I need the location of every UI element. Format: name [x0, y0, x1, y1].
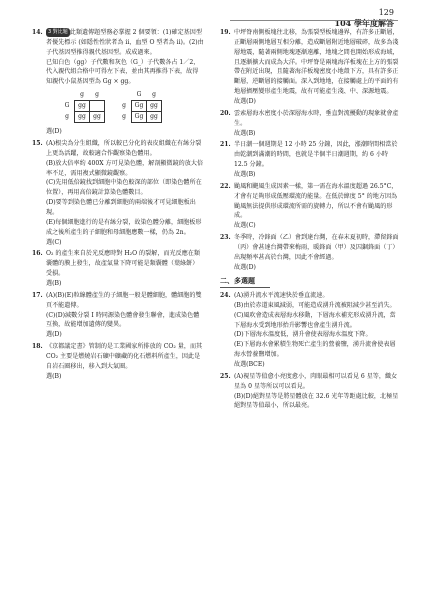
answer-choice: 選(D) — [46, 331, 62, 339]
grid-row-label: g — [122, 113, 126, 121]
answer-text: (D)下層海水溫度低，湧升會使表層海水溫度下降。 — [234, 331, 372, 339]
question — [220, 291, 400, 370]
question-number: 24. — [220, 291, 231, 299]
answer-choice: 選(B) — [46, 280, 62, 288]
answer-text: (B)由於赤道東風減弱，可能造成湧升流被阻減少甚至消失。 — [234, 301, 396, 309]
grid-row-label: g — [122, 102, 126, 110]
section-heading: 二、多選題 — [220, 276, 270, 288]
answer-text: (B)(D)絕對星等是將星體放在 32.6 光年等距處比較，北極星絕對星等值最小，所以最亮。 — [234, 392, 399, 410]
question-number: 21. — [220, 141, 231, 149]
question — [220, 109, 400, 139]
answer-choice: 選(C) — [46, 238, 62, 246]
answer-choice: 故選(D) — [234, 98, 256, 106]
answer-choice: 選(D) — [46, 128, 62, 136]
grid-cell: gg — [90, 112, 105, 123]
answer-text: (A)(B)(E)粒線體產生的子細胞一般是體細胞，體細胞的雙頁不能遺傳。 — [46, 291, 202, 309]
question-number: 25. — [220, 372, 231, 380]
page-title: 104 學年度解答 — [334, 18, 394, 28]
answer-text: 半日潮一個週期是 12 小時 25 分鐘，因此，漲潮時間相當於由乾潮到滿潮的時間，也就是半個半日潮週期，約 6 小時 12.5 分鐘。 — [234, 141, 398, 169]
grid-cell: gg — [147, 112, 162, 123]
answer-text: (B)放大倍率約 400X 方可見染色體，解剖顯微鏡的放大倍率不足，需用複式顯微鏡觀察。 — [46, 159, 204, 177]
question-number: 16. — [32, 250, 43, 258]
answer-text: (E)下層海水會累積生物死亡產生的營養鹽，湧升流會使表層海水營養鹽增加。 — [234, 341, 396, 359]
answer-choice: 故選(BCE) — [234, 360, 265, 368]
answer-choice: 故選(B) — [234, 171, 256, 179]
question — [220, 182, 400, 231]
answer-text: 《京都議定書》管制的是工業國家所排放的 CO₂ 量，而其 CO₂ 主要是燃燒岩石礦中礦藏的化石燃料所產生，因此是自岩石圈移出，移入到大氣圈。 — [46, 343, 203, 370]
question-number: 23. — [220, 234, 231, 242]
punnett-square — [117, 90, 162, 123]
answer-text: 冬季時，冷鋒面（乙）會到達台灣，在春末夏初時，滯留鋒面（丙）會甚達台灣帶來梅雨，暖鋒面（甲）及囚錮鋒面（丁）出現頻率甚高於台灣，因此不會經過。 — [234, 234, 399, 261]
question — [32, 342, 204, 381]
answer-text: (E)每個細胞進行的是有絲分裂，故染色體分離，細胞板形成之後所產生的子細胞和母細胞應數一樣，仍為 2n。 — [46, 218, 202, 236]
question-badge: 3 對比題 — [48, 29, 68, 36]
answer-choice: 故選(D) — [234, 263, 256, 271]
question — [32, 28, 204, 137]
grid-header-cell — [117, 90, 132, 101]
answer-text: (C)(D)減數分裂 I 時同源染色體會發生聯會，進成染色體互換，故能增加遺傳的變異。 — [46, 311, 200, 329]
question-number: 15. — [32, 140, 43, 148]
answer-text: (A)湧升流水平流速快於垂直流速。 — [234, 291, 329, 299]
question-number: 18. — [32, 343, 43, 351]
question — [220, 233, 400, 272]
left-column — [32, 28, 204, 384]
answer-text: 此類遺傳題型務必掌握 2 個要領：(1)確定基因型者優先標示 (如隱性性狀者為 ii，血型 O 型者為 ii)。(2)由子代基因型推得親代基因型。成成過來。 — [46, 29, 204, 56]
grid-header-cell: G — [136, 91, 142, 99]
answer-text: 颱風和颶風生成因素一樣，第一需在海水溫度超過 26.5°C，才會有足夠形成低壓環流的能量。在低於緯度 5° 的地方因為颱風無法提供形成環流所需的旋轉力，所以不會有颱風的形成。 — [234, 182, 398, 220]
grid-header-cell: g — [95, 91, 99, 99]
question-number: 20. — [220, 109, 231, 117]
answer-text: (C)風吹會造成表層海水移動，下層海水補充形成湧升流，當下層海水受到地形抬升影響也會產生湧升流。 — [234, 311, 396, 329]
question-number: 22. — [220, 182, 231, 190]
grid-cell: gg — [75, 101, 90, 112]
question — [32, 291, 204, 340]
question — [32, 139, 204, 247]
answer-text: (A)視星等值愈小亮度愈小，肉眼最相可以看見 6 星等，織女星為 0 星等所以可以看見。 — [234, 372, 398, 390]
page-header — [335, 8, 394, 29]
question — [220, 28, 400, 107]
question-number: 14. — [32, 29, 43, 36]
header-divider — [230, 20, 398, 21]
grid-cell: Gg — [132, 101, 147, 112]
answer-choice: 故選(C) — [234, 222, 256, 230]
question — [220, 140, 400, 179]
question — [220, 372, 400, 411]
answer-text: 雲索層海水密度小於深層海水時，垂直對流擾動的現象就會產生。 — [234, 109, 399, 127]
grid-row-label: g — [65, 113, 69, 121]
answer-text: (C)先用低倍鏡找到細胞中染色較深的部位（即染色體所在位置），再用高倍鏡計算染色體數目。 — [46, 179, 202, 197]
grid-cell: Gg — [132, 112, 147, 123]
answer-text: O₂ 的產生來自於光反應時對 H₂O 的裂解，而光反應在類囊體的膜上發生，故產氣量下降可能是類囊體（葉綠餅）受損。 — [46, 250, 200, 278]
answer-choice: 故選(B) — [234, 129, 256, 137]
question — [32, 249, 204, 288]
grid-header-cell: g — [80, 91, 84, 99]
answer-text: 已知白色（gg）子代數和灰色（G_）子代數各占 1／2，代入親代組合格中可得左下表，並由其再推得下表，故得知親代小鼠基因型為 Gg × gg。 — [46, 58, 200, 86]
grid-cell: gg — [147, 101, 162, 112]
grid-cell — [90, 101, 105, 112]
answer-text: (A)根尖為分生組織，所以較已分化的表皮組織在有絲分裂上更為活躍，故較適合作觀察染色體用。 — [46, 140, 202, 157]
grid-header-cell: g — [152, 91, 156, 99]
answer-text: (D)要等到染色體已分離到細胞的兩端後才可見細胞板出現。 — [46, 199, 196, 217]
grid-row-label: G — [64, 102, 70, 110]
punnett-squares — [60, 90, 204, 123]
answer-text: 中坪脊南側板塊往北移，為張裂型板塊邊界，有許多正斷層，正斷層兩側地層互相分離，造成斷層附近地層破碎，故多為淺層地震，隨著兩側地塊逐漸遠離，地塊之間也開始形成海域，且逐漸擴大而成為大洋。中坪脊是兩塊海洋板塊在上方的張裂帶在附近出現，且隨著海洋板塊密度小地殼下方，具有許多正斷層，逆斷層的接觸面。深入到地地，在接觸處上的平面的有地層擠壓變形產生地震，故有可能產生淺、中、深源地震。 — [234, 29, 399, 96]
page-number: 129 — [378, 8, 394, 17]
answer-choice: 選(B) — [46, 372, 62, 380]
right-column — [220, 28, 400, 413]
question-number: 19. — [220, 29, 231, 36]
grid-cell: gg — [75, 112, 90, 123]
punnett-square — [60, 90, 105, 123]
grid-header-cell — [60, 90, 75, 101]
question-number: 17. — [32, 291, 43, 299]
